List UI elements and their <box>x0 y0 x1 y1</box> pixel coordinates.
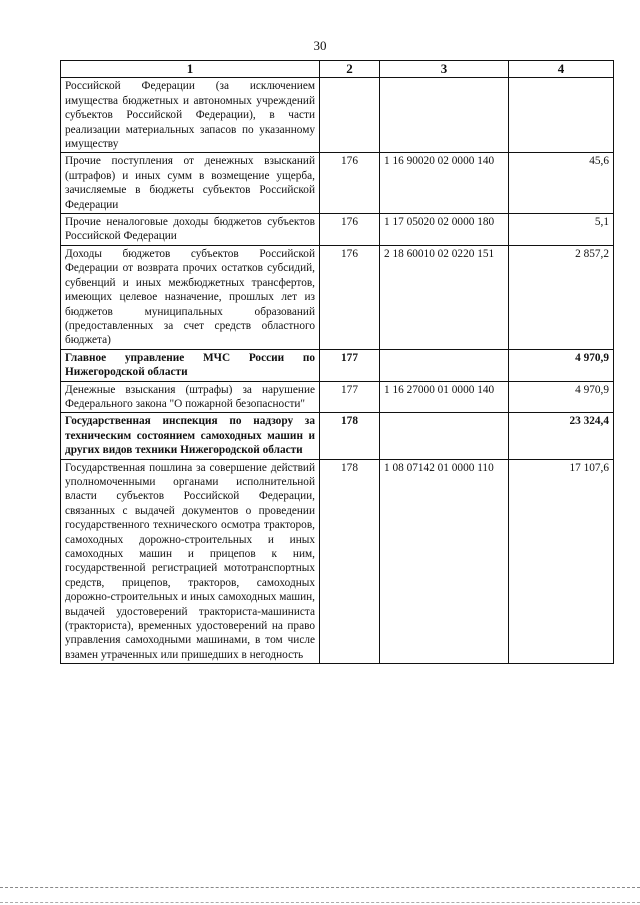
table-row <box>61 381 614 413</box>
row-name-cell: Государственная инспекция по надзору за техническим состоянием самоходных машин и других видов техники Нижегородской области <box>61 413 320 459</box>
row-admin-code-cell: 177 <box>320 349 380 381</box>
table-row <box>61 349 614 381</box>
row-budget-code-cell: 1 08 07142 01 0000 110 <box>380 459 509 664</box>
row-admin-code-cell: 176 <box>320 214 380 246</box>
column-header-name: 1 <box>61 61 320 78</box>
table-row <box>61 245 614 349</box>
table-body <box>61 78 614 664</box>
page-number: 30 <box>313 38 327 53</box>
row-budget-code-cell <box>380 413 509 459</box>
row-admin-code-cell: 176 <box>320 153 380 214</box>
row-amount-cell: 17 107,6 <box>509 459 614 664</box>
row-budget-code-cell: 1 16 27000 01 0000 140 <box>380 381 509 413</box>
row-name-cell: Прочие неналоговые доходы бюджетов субъектов Российской Федерации <box>61 214 320 246</box>
row-name-cell: Доходы бюджетов субъектов Российской Федерации от возврата прочих остатков субсидий, субвенций и иных межбюджетных трансфертов, имеющих целевое назначение, прошлых лет из бюджетов муниципальных образований (предоставленных за счет средств областного бюджета) <box>61 245 320 349</box>
row-amount-cell: 23 324,4 <box>509 413 614 459</box>
row-name-cell: Денежные взыскания (штрафы) за нарушение Федерального закона "О пожарной безопасности" <box>61 381 320 413</box>
row-budget-code-cell: 2 18 60010 02 0220 151 <box>380 245 509 349</box>
row-name-cell: Главное управление МЧС России по Нижегородской области <box>61 349 320 381</box>
row-budget-code-cell: 1 17 05020 02 0000 180 <box>380 214 509 246</box>
row-admin-code-cell: 178 <box>320 413 380 459</box>
column-header-code: 3 <box>380 61 509 78</box>
column-header-admin: 2 <box>320 61 380 78</box>
table-row <box>61 413 614 459</box>
row-admin-code-cell: 176 <box>320 245 380 349</box>
row-amount-cell <box>509 78 614 153</box>
row-admin-code-cell <box>320 78 380 153</box>
row-budget-code-cell <box>380 78 509 153</box>
row-amount-cell: 45,6 <box>509 153 614 214</box>
row-name-cell: Прочие поступления от денежных взысканий (штрафов) и иных сумм в возмещение ущерба, зачисляемые в бюджеты субъектов Российской Федерации <box>61 153 320 214</box>
row-admin-code-cell: 177 <box>320 381 380 413</box>
table-row <box>61 214 614 246</box>
table-row <box>61 153 614 214</box>
row-admin-code-cell: 178 <box>320 459 380 664</box>
table-header-row <box>61 61 614 78</box>
row-name-cell: Российской Федерации (за исключением имущества бюджетных и автономных учреждений субъектов Российской Федерации), в части реализации материальных запасов по указанному имуществу <box>61 78 320 153</box>
row-budget-code-cell: 1 16 90020 02 0000 140 <box>380 153 509 214</box>
row-amount-cell: 2 857,2 <box>509 245 614 349</box>
row-name-cell: Государственная пошлина за совершение действий уполномоченными органами исполнительной власти субъектов Российской Федерации, связанных с выдачей документов о проведении государственного технического осмотра тракторов, самоходных дорожно-строительных и иных самоходных машин и прицепов к ним, государственной регистрацией мототранспортных средств, прицепов, тракторов, самоходных дорожно-строительных и иных самоходных машин, выдачей удостоверений тракториста-машиниста (тракториста), временных удостоверений на право управления самоходными машинами, в том числе взамен утраченных или пришедших в негодность <box>61 459 320 664</box>
row-amount-cell: 4 970,9 <box>509 381 614 413</box>
page-footer-rule <box>0 887 640 903</box>
row-amount-cell: 4 970,9 <box>509 349 614 381</box>
revenue-table <box>60 60 614 664</box>
table-row <box>61 459 614 664</box>
column-header-amount: 4 <box>509 61 614 78</box>
table-row <box>61 78 614 153</box>
row-budget-code-cell <box>380 349 509 381</box>
row-amount-cell: 5,1 <box>509 214 614 246</box>
